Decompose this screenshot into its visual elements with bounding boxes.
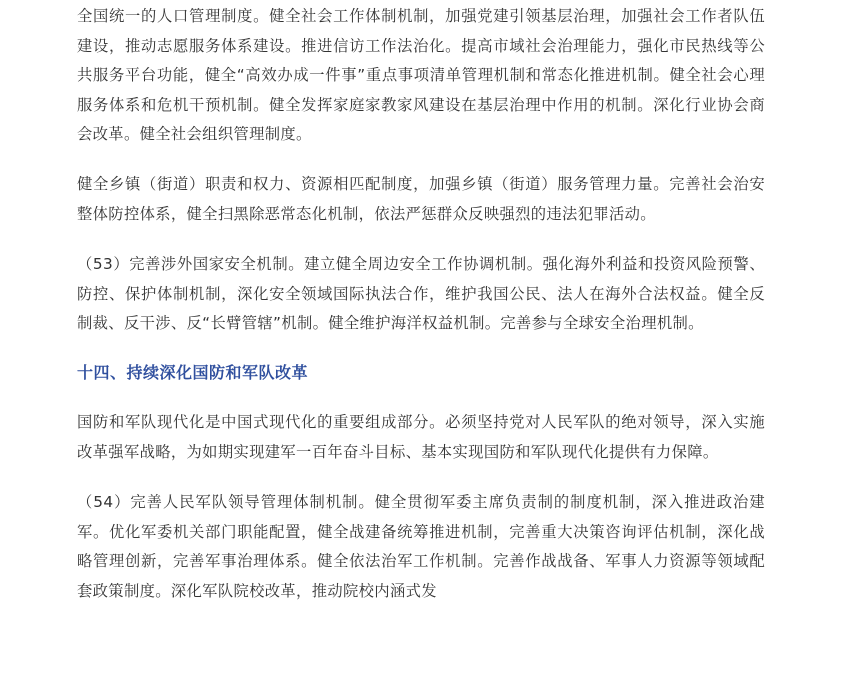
article-body	[77, 2, 765, 607]
paragraph-township-governance: 健全乡镇（街道）职责和权力、资源相匹配制度，加强乡镇（街道）服务管理力量。完善社会治安整体防控体系，健全扫黑除恶常态化机制，依法严惩群众反映强烈的违法犯罪活动。	[77, 174, 765, 223]
paragraph-defense-modernization: 国防和军队现代化是中国式现代化的重要组成部分。必须坚持党对人民军队的绝对领导，深入实施改革强军战略，为如期实现建军一百年奋斗目标、基本实现国防和军队现代化提供有力保障。	[77, 412, 765, 461]
paragraph-53-foreign-security: （53）完善涉外国家安全机制。建立健全周边安全工作协调机制。强化海外利益和投资风险预警、防控、保护体制机制，深化安全领域国际执法合作，维护我国公民、法人在海外合法权益。健全反制裁、反干涉、反“长臂管辖”机制。健全维护海洋权益机制。完善参与全球安全治理机制。	[77, 255, 765, 333]
paragraph-population-governance: 全国统一的人口管理制度。健全社会工作体制机制，加强党建引领基层治理，加强社会工作者队伍建设，推动志愿服务体系建设。推进信访工作法治化。提高市域社会治理能力，强化市民热线等公共服务平台功能，健全“高效办成一件事”重点事项清单管理机制和常态化推进机制。健全社会心理服务体系和危机干预机制。健全发挥家庭家教家风建设在基层治理中作用的机制。深化行业协会商会改革。健全社会组织管理制度。	[77, 7, 765, 144]
paragraph-54-military-leadership: （54）完善人民军队领导管理体制机制。健全贯彻军委主席负责制的制度机制，深入推进政治建军。优化军委机关部门职能配置，健全战建备统筹推进机制，完善重大决策咨询评估机制，深化战略管理创新，完善军事治理体系。健全依法治军工作机制。完善作战战备、军事人力资源等领域配套政策制度。深化军队院校改革，推动院校内涵式发	[77, 493, 765, 600]
section-heading-national-defense: 十四、持续深化国防和军队改革	[77, 362, 309, 382]
